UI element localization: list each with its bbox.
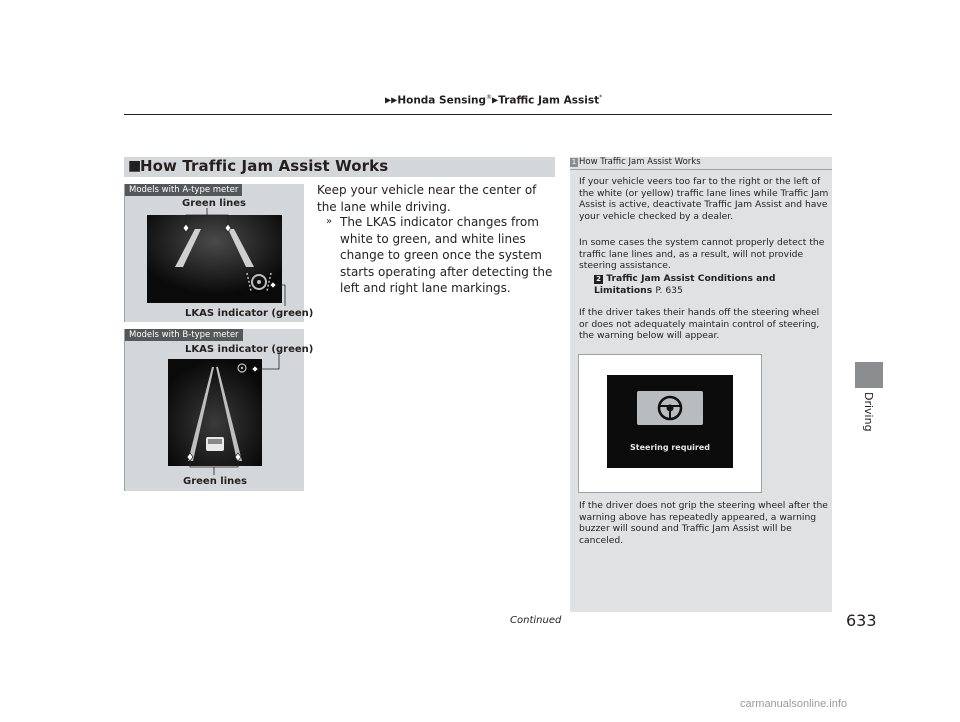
page-number: 633 (846, 611, 877, 630)
note-divider (570, 169, 832, 170)
figure-b-tag: Models with B-type meter (125, 329, 243, 341)
section-heading (124, 157, 555, 177)
note-paragraph-3: If the driver takes their hands off the steering wheel or does not adequately maintain control of steering, the warning below will appear. (579, 307, 820, 341)
note-paragraph-4: If the driver does not grip the steering wheel after the warning above has repeatedly appeared, a warning buzzer will sound and Traffic Jam Assist will be canceled. (579, 500, 828, 546)
note-title (570, 157, 832, 169)
header-divider (124, 114, 832, 115)
body-bullet-text: The LKAS indicator changes from white to green, and white lines change to green once the system starts operating after detecting the left and right lane markings. (340, 215, 553, 295)
figure-a-tag: Models with A-type meter (125, 184, 242, 196)
note-cross-reference[interactable] (594, 273, 824, 296)
chapter-tab (855, 392, 883, 452)
figure-b-lkas-indicator-label: LKAS indicator (green) (185, 344, 314, 355)
figure-a-callout-lines (125, 184, 304, 322)
note-number-icon: 1 (571, 158, 577, 166)
figure-a-lkas-indicator-label: LKAS indicator (green) (185, 308, 314, 319)
reference-page[interactable]: P. 635 (655, 284, 683, 296)
figure-b-callout-lines (125, 329, 304, 491)
note-paragraph-1: If your vehicle veers too far to the right or the left of the white (or yellow) traffic lane lines while Traffic Jam Assist is active, deactivate Traffic Jam Assist and have your vehicle checked by a dealer. (579, 176, 829, 222)
reference-arrow-icon: 2 (594, 275, 603, 284)
note-paragraph-2: In some cases the system cannot properly detect the traffic lane lines and, as a result, will not provide steering assistance. (579, 237, 825, 271)
chapter-tab-marker (855, 362, 883, 388)
continued-label: Continued (510, 615, 562, 626)
warning-icon-box (637, 391, 703, 425)
section-square-icon: ■ (128, 158, 142, 174)
body-intro-text: Keep your vehicle near the center of the lane while driving. (317, 183, 537, 214)
figure-b-type-meter (124, 329, 314, 491)
warning-caption: Steering required (630, 443, 710, 452)
steering-warning-photo (578, 354, 762, 493)
body-bullet (328, 214, 556, 297)
chapter-tab-label: Driving (862, 392, 875, 432)
figure-a-type-meter (124, 184, 314, 322)
watermark-text: carmanualsonline.info (740, 698, 848, 710)
breadcrumb-honda-sensing: Honda Sensing (397, 94, 487, 107)
figure-b-green-lines-label: Green lines (183, 476, 248, 487)
warning-display (607, 375, 733, 468)
section-title: How Traffic Jam Assist Works (140, 157, 389, 175)
running-header: ▶▶Honda Sensing®▶Traffic Jam Assist* (385, 94, 603, 107)
figure-a-green-lines-label: Green lines (182, 198, 247, 209)
reference-title[interactable]: Traffic Jam Assist Conditions and Limitations (594, 273, 776, 296)
double-triangle-arrow-icon: ▶▶ (385, 95, 398, 105)
bullet-arrow-icon: » (326, 216, 333, 227)
triangle-arrow-icon: ▶ (492, 95, 499, 105)
breadcrumb-traffic-jam-assist: Traffic Jam Assist (498, 94, 600, 107)
note-title-text: How Traffic Jam Assist Works (579, 157, 701, 167)
steering-wheel-icon (637, 391, 703, 425)
note-sidebar (570, 157, 832, 612)
